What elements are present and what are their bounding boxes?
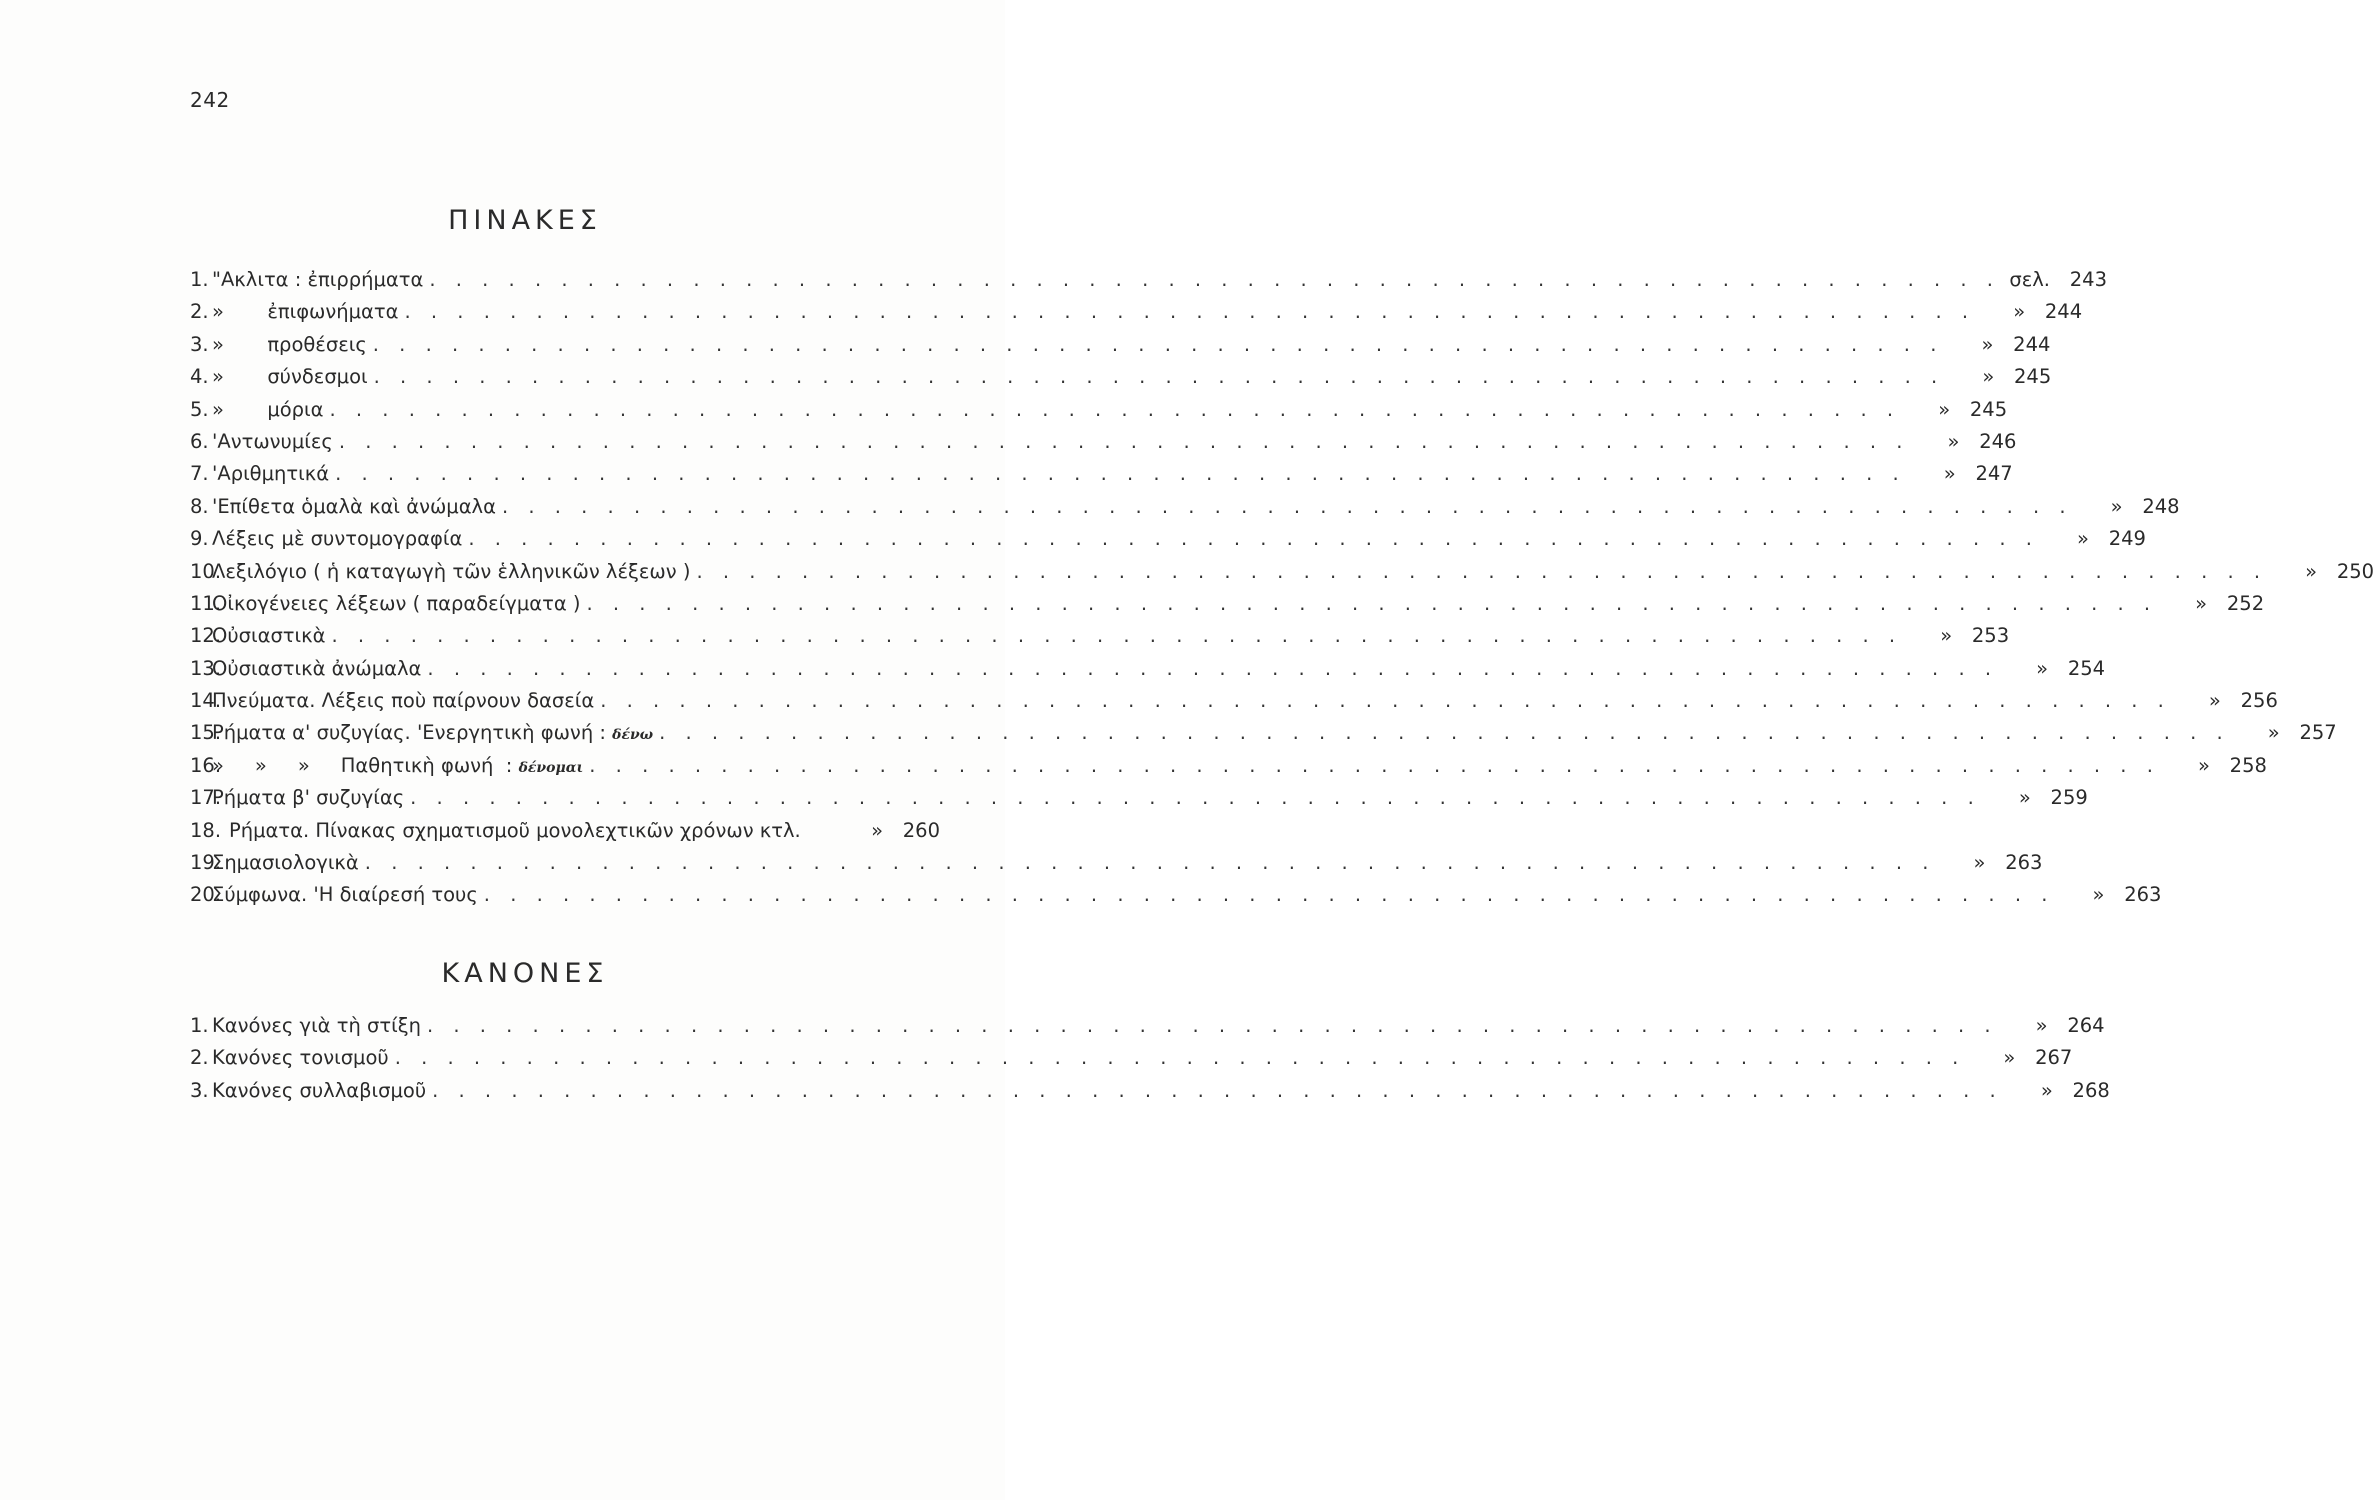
entry-title: 'Αντωνυμίες: [212, 429, 333, 453]
entry-number: 11.: [190, 591, 222, 615]
entry-number: 18.: [190, 818, 222, 842]
entry-page-number: 249: [2108, 527, 2146, 551]
entry-number: 5.: [190, 397, 209, 421]
entry-number: 12.: [190, 624, 222, 648]
toc-entry: [190, 721, 2337, 753]
dot-leader: . . . . . . . . . . . . . . . . . . . . . . . . . . . . . . . . . . . . . . . . . . . . . . . . . . . . . . . . . . . .: [483, 883, 2055, 907]
entry-title: Σύμφωνα. 'Η διαίρεσή τους: [212, 883, 478, 907]
entry-title: Ρήματα. Πίνακας σχηματισμοῦ μονολεχτικῶν χρόνων κτλ.: [229, 818, 801, 842]
entry-title: » μόρια: [212, 397, 324, 421]
toc-entry: [190, 689, 2278, 721]
dot-leader: . . . . . . . . . . . . . . . . . . . . . . . . . . . . . . . . . . . . . . . . . . . . . . . . . . . . . . . . . . . .: [329, 397, 1901, 421]
dot-leader: . . . . . . . . . . . . . . . . . . . . . . . . . . . . . . . . . . . . . . . . . . . . . . . . . . . . . . . . . . . .: [659, 721, 2230, 745]
page-reference-mark: »: [871, 818, 883, 842]
toc-entry: [190, 300, 2083, 332]
section-title-tables: ΠΙΝΑΚΕΣ: [448, 205, 602, 236]
entry-page-number: 254: [2067, 656, 2106, 680]
entry-page-number: 257: [2299, 721, 2337, 745]
dot-leader: . . . . . . . . . . . . . . . . . . . . . . . . . . . . . . . . . . . . . . . . . . . . . . . . . . . . . . . . . . . .: [432, 1078, 2003, 1102]
page-reference-mark: »: [1981, 332, 1994, 356]
dot-leader: . . . . . . . . . . . . . . . . . . . . . . . . . . . . . . . . . . . . . . . . . . . . . . . . . . . . . . . . . . . .: [468, 527, 2039, 551]
dot-leader: . . . . . . . . . . . . . . . . . . . . . . . . . . . . . . . . . . . . . . . . . . . . . . . . . . . . . . . . . . . .: [696, 559, 2268, 583]
entry-page-number: 253: [1971, 624, 2010, 648]
toc-entry: [190, 883, 2162, 915]
page-reference-mark: »: [2036, 656, 2049, 680]
entry-page-number: 252: [2226, 591, 2265, 615]
dot-leader: . . . . . . . . . . . . . . . . . . . . . . . . . . . . . . . . . . . . . . . . . . . . . . . . . . . . . . . . . . . .: [426, 1014, 1998, 1037]
page-reference-mark: »: [2003, 1046, 2016, 1070]
entry-page-number: 247: [1975, 462, 2013, 486]
dot-leader: . . . . . . . . . . . . . . . . . . . . . . . . . . . . . . . . . . . . . . . . . . . . . . . . . . . . . . . . . . . .: [501, 494, 2073, 518]
toc-entry: [190, 462, 2013, 494]
entry-page-number: 258: [2229, 753, 2267, 777]
page-reference-mark: »: [2305, 559, 2318, 583]
toc-entry: [190, 332, 2051, 365]
page-reference-mark: »: [2267, 721, 2280, 745]
page-reference-mark: »: [2040, 1078, 2053, 1102]
toc-entry: [190, 656, 2106, 689]
entry-number: 19.: [190, 851, 222, 875]
page-number: 242: [190, 88, 230, 112]
entry-number: 2.: [190, 1046, 209, 1070]
toc-entry: [190, 494, 2180, 527]
entry-page-number: 245: [2014, 365, 2052, 389]
entry-title: Πνεύματα. Λέξεις ποὺ παίρνουν δασεία: [212, 689, 595, 713]
entry-number: 6.: [190, 429, 209, 453]
entry-title: » » » Παθητικὴ φωνή : δένομαι: [212, 753, 584, 777]
entry-number: 4.: [190, 365, 209, 389]
entry-title: Ρήματα β' συζυγίας: [212, 786, 405, 810]
dot-leader: . . . . . . . . . . . . . . . . . . . . . . . . . . . . . . . . . . . . . . . . . . . . . . . . . . . . . . . . . . . .: [331, 624, 1903, 648]
page-reference-mark: »: [2013, 300, 2026, 324]
page-reference-mark: »: [2195, 591, 2208, 615]
entry-number: 15.: [190, 721, 222, 745]
dot-leader: . . . . . . . . . . . . . . . . . . . . . . . . . . . . . . . . . . . . . . . . . . . . . . . . . . . . . . . . . . . .: [373, 365, 1945, 389]
page-reference-mark: »: [2092, 883, 2105, 907]
toc-entry: [190, 429, 2017, 462]
page-reference-mark: σελ.: [2009, 268, 2050, 291]
toc-entry: [190, 1046, 2073, 1078]
dot-leader: . . . . . . . . . . . . . . . . . . . . . . . . . . . . . . . . . . . . . . . . . . . . . . . . . . . . . . . . . . . .: [589, 753, 2160, 777]
page-reference-mark: »: [2035, 1014, 2048, 1037]
toc-entry: [190, 1078, 2110, 1111]
entry-number: 10.: [190, 559, 222, 583]
entry-title: Οἰκογένειες λέξεων ( παραδείγματα ): [212, 591, 581, 615]
entry-title: Κανόνες τονισμοῦ: [212, 1046, 389, 1070]
dot-leader: . . . . . . . . . . . . . . . . . . . . . . . . . . . . . . . . . . . . . . . . . . . . . . . . . . . . . . . . . . . .: [427, 656, 1999, 680]
page-reference-mark: »: [2110, 494, 2123, 518]
page-reference-mark: »: [1973, 851, 1986, 875]
dot-leader: . . . . . . . . . . . . . . . . . . . . . . . . . . . . . . . . . . . . . . . . . . . . . . . . . . . . . . . . . . . .: [410, 786, 1981, 810]
entry-number: 17.: [190, 786, 222, 810]
entry-page-number: 244: [2013, 332, 2051, 356]
page-reference-mark: »: [1940, 624, 1953, 648]
entry-page-number: 259: [2050, 786, 2088, 810]
entry-title: Λεξιλόγιο ( ἡ καταγωγὴ τῶν ἑλληνικῶν λέξεων ): [212, 559, 691, 583]
entry-example-verb: δένομαι: [518, 759, 584, 776]
entry-title: » σύνδεσμοι: [212, 365, 368, 389]
entry-page-number: 244: [2044, 300, 2083, 324]
entry-number: 7.: [190, 462, 209, 486]
entry-number: 8.: [190, 494, 209, 518]
tables-contents-list: [190, 268, 2374, 916]
page-reference-mark: »: [1947, 429, 1960, 453]
toc-entry: [190, 786, 2088, 818]
entry-title: "Ακλιτα : ἐπιρρήματα: [212, 268, 424, 291]
toc-entry: [190, 591, 2265, 624]
entry-page-number: 248: [2142, 494, 2180, 518]
toc-entry: [190, 268, 2107, 300]
entry-number: 1.: [190, 1014, 209, 1037]
toc-entry: [190, 753, 2267, 786]
entry-page-number: 250: [2336, 559, 2374, 583]
section-title-rules: ΚΑΝΟΝΕΣ: [441, 958, 609, 989]
toc-entry: [190, 624, 2010, 656]
entry-title: Ρήματα α' συζυγίας. 'Ενεργητικὴ φωνή : δένω: [212, 721, 654, 745]
entry-title: » προθέσεις: [212, 332, 367, 356]
page-reference-mark: »: [1943, 462, 1956, 486]
toc-entry: [190, 559, 2374, 592]
page-reference-mark: »: [1938, 397, 1951, 421]
entry-number: 3.: [190, 1078, 209, 1102]
dot-leader: . . . . . . . . . . . . . . . . . . . . . . . . . . . . . . . . . . . . . . . . . . . . . . . . . . . . . . . . . . . .: [335, 462, 1906, 486]
entry-title: Οὐσιαστικὰ: [212, 624, 326, 648]
toc-entry: [190, 851, 2043, 883]
entry-number: 13.: [190, 656, 222, 680]
entry-page-number: 260: [902, 818, 940, 842]
toc-entry: [190, 365, 2052, 397]
entry-page-number: 264: [2067, 1014, 2105, 1037]
entry-title: Κανόνες γιὰ τὴ στίξη: [212, 1014, 421, 1037]
entry-title: Λέξεις μὲ συντομογραφία: [212, 527, 463, 551]
entry-number: 1.: [190, 268, 209, 291]
toc-entry: [190, 527, 2146, 559]
entry-title: Κανόνες συλλαβισμοῦ: [212, 1078, 427, 1102]
entry-title: Σημασιολογικὰ: [212, 851, 359, 875]
entry-title: 'Επίθετα ὁμαλὰ καὶ ἀνώμαλα: [212, 494, 496, 518]
entry-number: 16.: [190, 753, 222, 777]
toc-entry: [190, 397, 2008, 430]
page-reference-mark: »: [2197, 753, 2210, 777]
entry-title: 'Αριθμητικά: [212, 462, 330, 486]
dot-leader: . . . . . . . . . . . . . . . . . . . . . . . . . . . . . . . . . . . . . . . . . . . . . . . . . . . . . . . . . . . .: [404, 300, 1976, 324]
dot-leader: . . . . . . . . . . . . . . . . . . . . . . . . . . . . . . . . . . . . . . . . . . . . . . . . . . . . . . . . . . . .: [394, 1046, 1966, 1070]
entry-title: » ἐπιφωνήματα: [212, 300, 399, 324]
dot-leader: . . . . . . . . . . . . . . . . . . . . . . . . . . . . . . . . . . . . . . . . . . . . . . . . . . . . . . . . . . . .: [586, 591, 2158, 615]
page-reference-mark: »: [2208, 689, 2221, 713]
rules-contents-list: [190, 1014, 2110, 1111]
entry-number: 9.: [190, 527, 209, 551]
dot-leader: . . . . . . . . . . . . . . . . . . . . . . . . . . . . . . . . . . . . . . . . . . . . . . . . . . . . . . . . . . . .: [600, 689, 2171, 713]
page-reference-mark: »: [2077, 527, 2089, 551]
entry-page-number: 263: [2005, 851, 2043, 875]
entry-example-verb: δένω: [612, 727, 654, 744]
entry-page-number: 245: [1969, 397, 2008, 421]
entry-page-number: 243: [2069, 268, 2107, 291]
dot-leader: . . . . . . . . . . . . . . . . . . . . . . . . . . . . . . . . . . . . . . . . . . . . . . . . . . . . . . . . . . . .: [429, 268, 2000, 291]
entry-page-number: 256: [2240, 689, 2278, 713]
dot-leader: . . . . . . . . . . . . . . . . . . . . . . . . . . . . . . . . . . . . . . . . . . . . . . . . . . . . . . . . . . . .: [372, 332, 1944, 356]
entry-title: Οὐσιαστικὰ ἀνώμαλα: [212, 656, 422, 680]
entry-number: 20.: [190, 883, 222, 907]
dot-leader: . . . . . . . . . . . . . . . . . . . . . . . . . . . . . . . . . . . . . . . . . . . . . . . . . . . . . . . . . . . .: [338, 429, 1910, 453]
entry-page-number: 246: [1979, 429, 2017, 453]
page-reference-mark: »: [2018, 786, 2031, 810]
entry-page-number: 263: [2124, 883, 2162, 907]
entry-number: 3.: [190, 332, 209, 356]
entry-page-number: 267: [2035, 1046, 2073, 1070]
entry-number: 2.: [190, 300, 209, 324]
toc-entry: [190, 1014, 2105, 1046]
toc-entry: [190, 819, 940, 851]
entry-number: 14.: [190, 689, 222, 713]
page-reference-mark: »: [1982, 365, 1995, 389]
dot-leader: . . . . . . . . . . . . . . . . . . . . . . . . . . . . . . . . . . . . . . . . . . . . . . . . . . . . . . . . . . . .: [364, 851, 1936, 875]
entry-page-number: 268: [2072, 1078, 2110, 1102]
